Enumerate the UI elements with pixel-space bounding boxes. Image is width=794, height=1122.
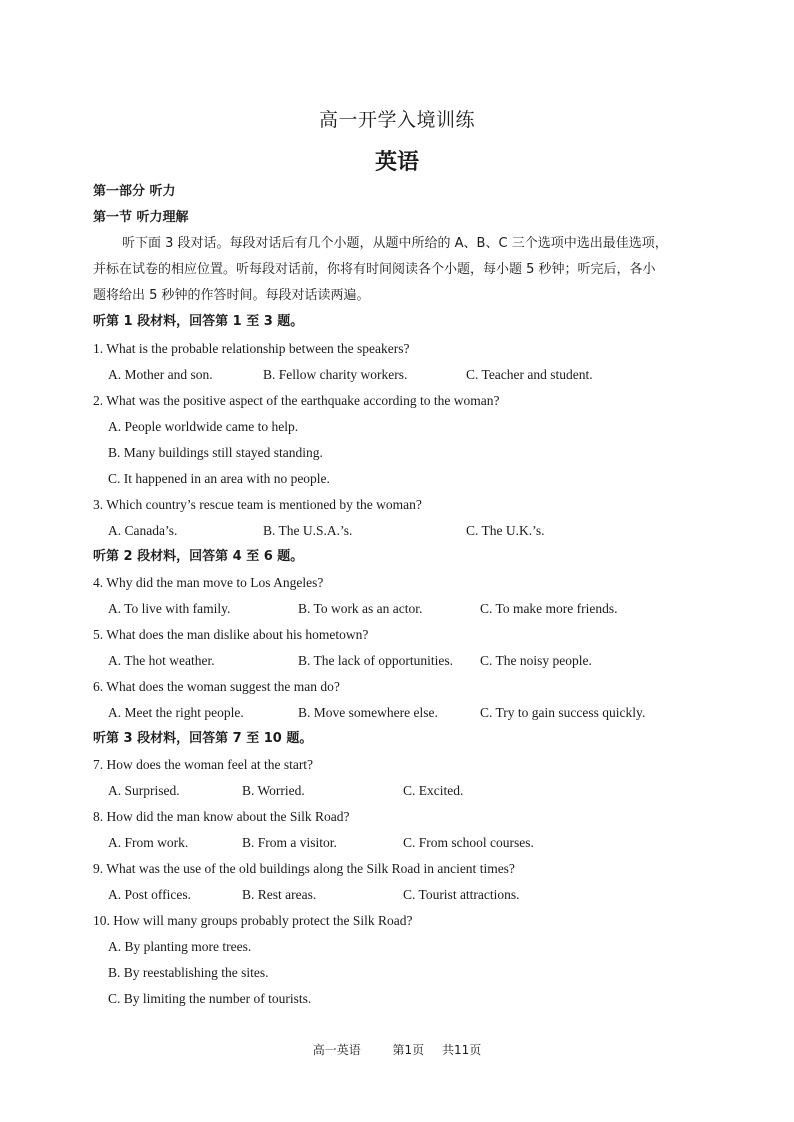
option: B. Rest areas. xyxy=(242,887,317,902)
footer-total-pages: 共11页 xyxy=(442,1043,482,1057)
option: A. People worldwide came to help. xyxy=(108,419,299,434)
exam-title: 高一开学入境训练 xyxy=(318,109,475,131)
option: A. From work. xyxy=(108,835,189,850)
option: C. It happened in an area with no people. xyxy=(108,471,330,486)
option: C. The U.K.’s. xyxy=(466,523,545,538)
option: A. Mother and son. xyxy=(108,367,213,382)
option: A. By planting more trees. xyxy=(108,939,252,954)
part-heading: 第一部分 听力 xyxy=(93,184,176,199)
option: C. By limiting the number of tourists. xyxy=(108,991,312,1006)
instructions-line-1: 听下面 3 段对话。每段对话后有几个小题，从题中所给的 A、B、C 三个选项中选出最佳选项， xyxy=(122,236,668,251)
question-8: 8. How did the man know about the Silk Road? xyxy=(93,809,350,824)
question-6: 6. What does the woman suggest the man do? xyxy=(93,679,340,694)
option: C. Excited. xyxy=(403,783,464,798)
question-7: 7. How does the woman feel at the start? xyxy=(93,757,314,772)
option: B. Worried. xyxy=(242,783,305,798)
option: C. From school courses. xyxy=(403,835,534,850)
option: B. Move somewhere else. xyxy=(298,705,438,720)
group-3-heading: 听第 3 段材料，回答第 7 至 10 题。 xyxy=(93,731,313,746)
group-1-heading: 听第 1 段材料，回答第 1 至 3 题。 xyxy=(93,314,304,329)
option: C. To make more friends. xyxy=(480,601,618,616)
page-footer xyxy=(0,1041,794,1058)
question-3: 3. Which country’s rescue team is mentioned by the woman? xyxy=(93,497,422,512)
option: B. Fellow charity workers. xyxy=(263,367,408,382)
option: A. Canada’s. xyxy=(108,523,178,538)
option: B. Many buildings still stayed standing. xyxy=(108,445,323,460)
group-2-heading: 听第 2 段材料，回答第 4 至 6 题。 xyxy=(93,549,304,564)
subject-title: 英语 xyxy=(374,150,419,175)
option: A. Meet the right people. xyxy=(108,705,244,720)
option: A. Post offices. xyxy=(108,887,191,902)
option: C. Teacher and student. xyxy=(466,367,593,382)
question-9: 9. What was the use of the old buildings along the Silk Road in ancient times? xyxy=(93,861,515,876)
option: B. By reestablishing the sites. xyxy=(108,965,269,980)
option: B. To work as an actor. xyxy=(298,601,423,616)
question-10: 10. How will many groups probably protect the Silk Road? xyxy=(93,913,413,928)
option: B. The lack of opportunities. xyxy=(298,653,453,668)
question-1: 1. What is the probable relationship between the speakers? xyxy=(93,341,410,356)
section-heading: 第一节 听力理解 xyxy=(93,210,189,225)
option: A. The hot weather. xyxy=(108,653,215,668)
option: B. From a visitor. xyxy=(242,835,337,850)
option: C. The noisy people. xyxy=(480,653,592,668)
option: A. Surprised. xyxy=(108,783,180,798)
instructions-line-3: 题将给出 5 秒钟的作答时间。每段对话读两遍。 xyxy=(93,288,370,303)
option: A. To live with family. xyxy=(108,601,231,616)
option: B. The U.S.A.’s. xyxy=(263,523,353,538)
option: C. Tourist attractions. xyxy=(403,887,520,902)
question-4: 4. Why did the man move to Los Angeles? xyxy=(93,575,324,590)
instructions-line-2: 并标在试卷的相应位置。听每段对话前，你将有时间阅读各个小题，每小题 5 秒钟；听完后，各小 xyxy=(93,262,656,277)
option: C. Try to gain success quickly. xyxy=(480,705,646,720)
question-5: 5. What does the man dislike about his hometown? xyxy=(93,627,369,642)
footer-page-number: 第1页 xyxy=(392,1043,425,1057)
footer-subject: 高一英语 xyxy=(312,1043,361,1057)
question-2: 2. What was the positive aspect of the earthquake according to the woman? xyxy=(93,393,500,408)
